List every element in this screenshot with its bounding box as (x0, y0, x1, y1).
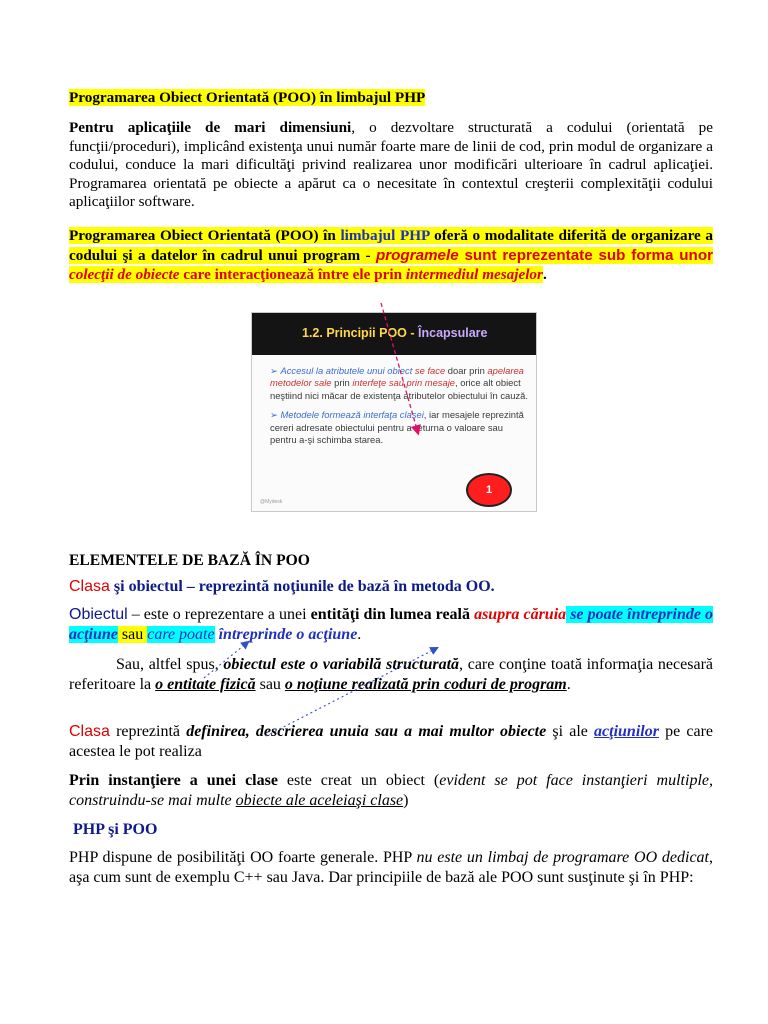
altfel-variabila: obiectul este o variabilă structurată (223, 656, 460, 673)
paragraph-instantiere (69, 771, 713, 811)
altfel-c: , care conţine toată informaţia necesară referitoare la (69, 656, 713, 693)
slide-title-sub: Încapsulare (418, 326, 488, 340)
altfel-a: Sau, altfel spus, (116, 656, 224, 673)
php-dispune-a: PHP dispune de posibilităţi OO foarte generale. PHP (69, 849, 417, 866)
clasa-def-actiunilor: acţiunilor (594, 723, 659, 740)
slide-b1-g: , orice alt obiect neştiind nici măcar de existenţa atributelor obiectului în cauză. (270, 377, 528, 401)
def-text-mesaje: intermediul mesajelor (405, 266, 543, 283)
def-text-c: oferă o modalitate diferită de organizare a codului şi a datelor în cadrul unui program - (69, 227, 714, 264)
section-heading-php-poo: PHP şi POO (73, 821, 158, 838)
clasa-def-descriere: definirea, descrierea unuia sau a mai multor obiecte (186, 723, 547, 740)
instantiere-obiecte: obiecte ale aceleiaşi clase (235, 792, 404, 809)
def-text-g: care interacţionează între ele prin (179, 266, 406, 283)
def-text-colectii: colecţii de obiecte (69, 266, 180, 283)
slide-b2-a: Metodele formează interfaţa clasei (280, 409, 424, 421)
slide-body (270, 365, 530, 453)
def-text-a: Programarea Obiect Orientată (POO) în (69, 227, 336, 244)
slide-title (302, 326, 488, 340)
obiectul-end: . (357, 626, 362, 643)
intro-bold: Pentru aplicaţiile de mari dimensiuni (69, 119, 352, 136)
clasa-def-d: şi ale (546, 723, 595, 740)
slide-b2-b: , iar mesajele reprezintă cereri adresate obiectului pentru a returna o valoare sau pentru a-şi schimba starea. (270, 409, 524, 446)
clasa-def-b: reprezintă (109, 723, 187, 740)
slide-b1-f: interfeţe sau prin mesaje (352, 377, 456, 389)
def-text-php: limbajul PHP (335, 227, 430, 244)
paragraph-poo-definition (69, 226, 713, 285)
slide-header (252, 313, 536, 355)
slide-number-badge: 1 (466, 473, 512, 507)
intro-text: , o dezvoltare structurată a codului (orientată pe funcţii/proceduri), implicând existenţa unui număr foarte mare de linii de cod, prin modul de organizare a codului, conduce la mari dificultăţi privind realizarea unor modificări ulterioare în cadrul aplicaţiei. Programarea orientată pe obiecte a apărut ca o necesitate în contextul creşterii complexităţii codului aplicaţiilor software. (69, 119, 714, 210)
obiectul-entitati: entităţi din lumea reală (310, 606, 471, 623)
slide-b1-b: se face (412, 365, 446, 376)
slide-bullet-2 (270, 409, 530, 446)
slide-bullet-1 (270, 365, 530, 402)
altfel-e: sau (255, 675, 285, 693)
clasa-text: şi obiectul – reprezintă noţiunile de bază în metoda OO. (109, 578, 495, 595)
instantiere-bold: Prin instanţiere a unei clase (69, 772, 278, 789)
paragraph-intro (69, 119, 713, 212)
def-text-e: sunt reprezentate sub forma unor (458, 246, 714, 264)
altfel-notiune: o noţiune realizată prin coduri de program (284, 675, 567, 693)
slide-b1-a: Accesul la atributele unui obiect (280, 365, 413, 376)
bullet-arrow-icon: ➢ (270, 365, 278, 376)
instantiere-end: ) (403, 792, 409, 809)
php-dispune-nu: nu este un limbaj de programare OO dedicat (416, 849, 709, 866)
bullet-arrow-icon: ➢ (270, 409, 278, 421)
php-dispune-c: , aşa cum sunt de exemplu C++ sau Java. Dar principiile de bază ale POO sunt susţinute şi în PHP: (69, 849, 713, 886)
obiectul-sau: sau (117, 626, 148, 643)
def-text-end: . (542, 266, 547, 283)
clasa-word: Clasa (69, 578, 110, 595)
paragraph-obiectul (69, 605, 713, 645)
obiectul-care-poate: care poate (147, 626, 215, 643)
paragraph-clasa-obiectul (69, 578, 713, 597)
altfel-entitate: o entitate fizică (155, 675, 256, 693)
slide-title-main: 1.2. Principii POO - (302, 326, 419, 340)
def-text-programele: programele (375, 246, 459, 264)
obiectul-b: – este o reprezentare a unei (127, 606, 311, 623)
obiectul-word: Obiectul (69, 606, 128, 623)
obiectul-h: întreprinde o acţiune (214, 626, 358, 643)
paragraph-clasa-def (69, 722, 713, 762)
section-heading-elemente: ELEMENTELE DE BAZĂ ÎN POO (69, 552, 310, 569)
slide-b1-c: doar prin (445, 365, 488, 376)
heading-text: Programarea Obiect Orientată (POO) în limbajul PHP (69, 89, 426, 106)
obiectul-asupra: asupra căruia (470, 606, 567, 623)
paragraph-altfel-spus (69, 655, 713, 694)
slide-b1-d: apelarea metodelor sale (270, 365, 524, 389)
altfel-end: . (566, 675, 571, 693)
instantiere-b: este creat un obiect ( (277, 772, 440, 789)
slide-footer: @Mydesk (260, 499, 283, 505)
instantiere-c: evident se pot face instanţieri multiple, construindu-se mai multe (69, 772, 713, 809)
slide-b1-e: prin (331, 377, 353, 389)
section-heading-poo-php (69, 89, 713, 108)
clasa-def-f: pe care acestea le pot realiza (69, 723, 713, 760)
clasa-def-word: Clasa (69, 723, 110, 740)
paragraph-php-dispune (69, 848, 713, 887)
obiectul-se-poate: se poate întreprinde o acţiune (69, 606, 713, 643)
